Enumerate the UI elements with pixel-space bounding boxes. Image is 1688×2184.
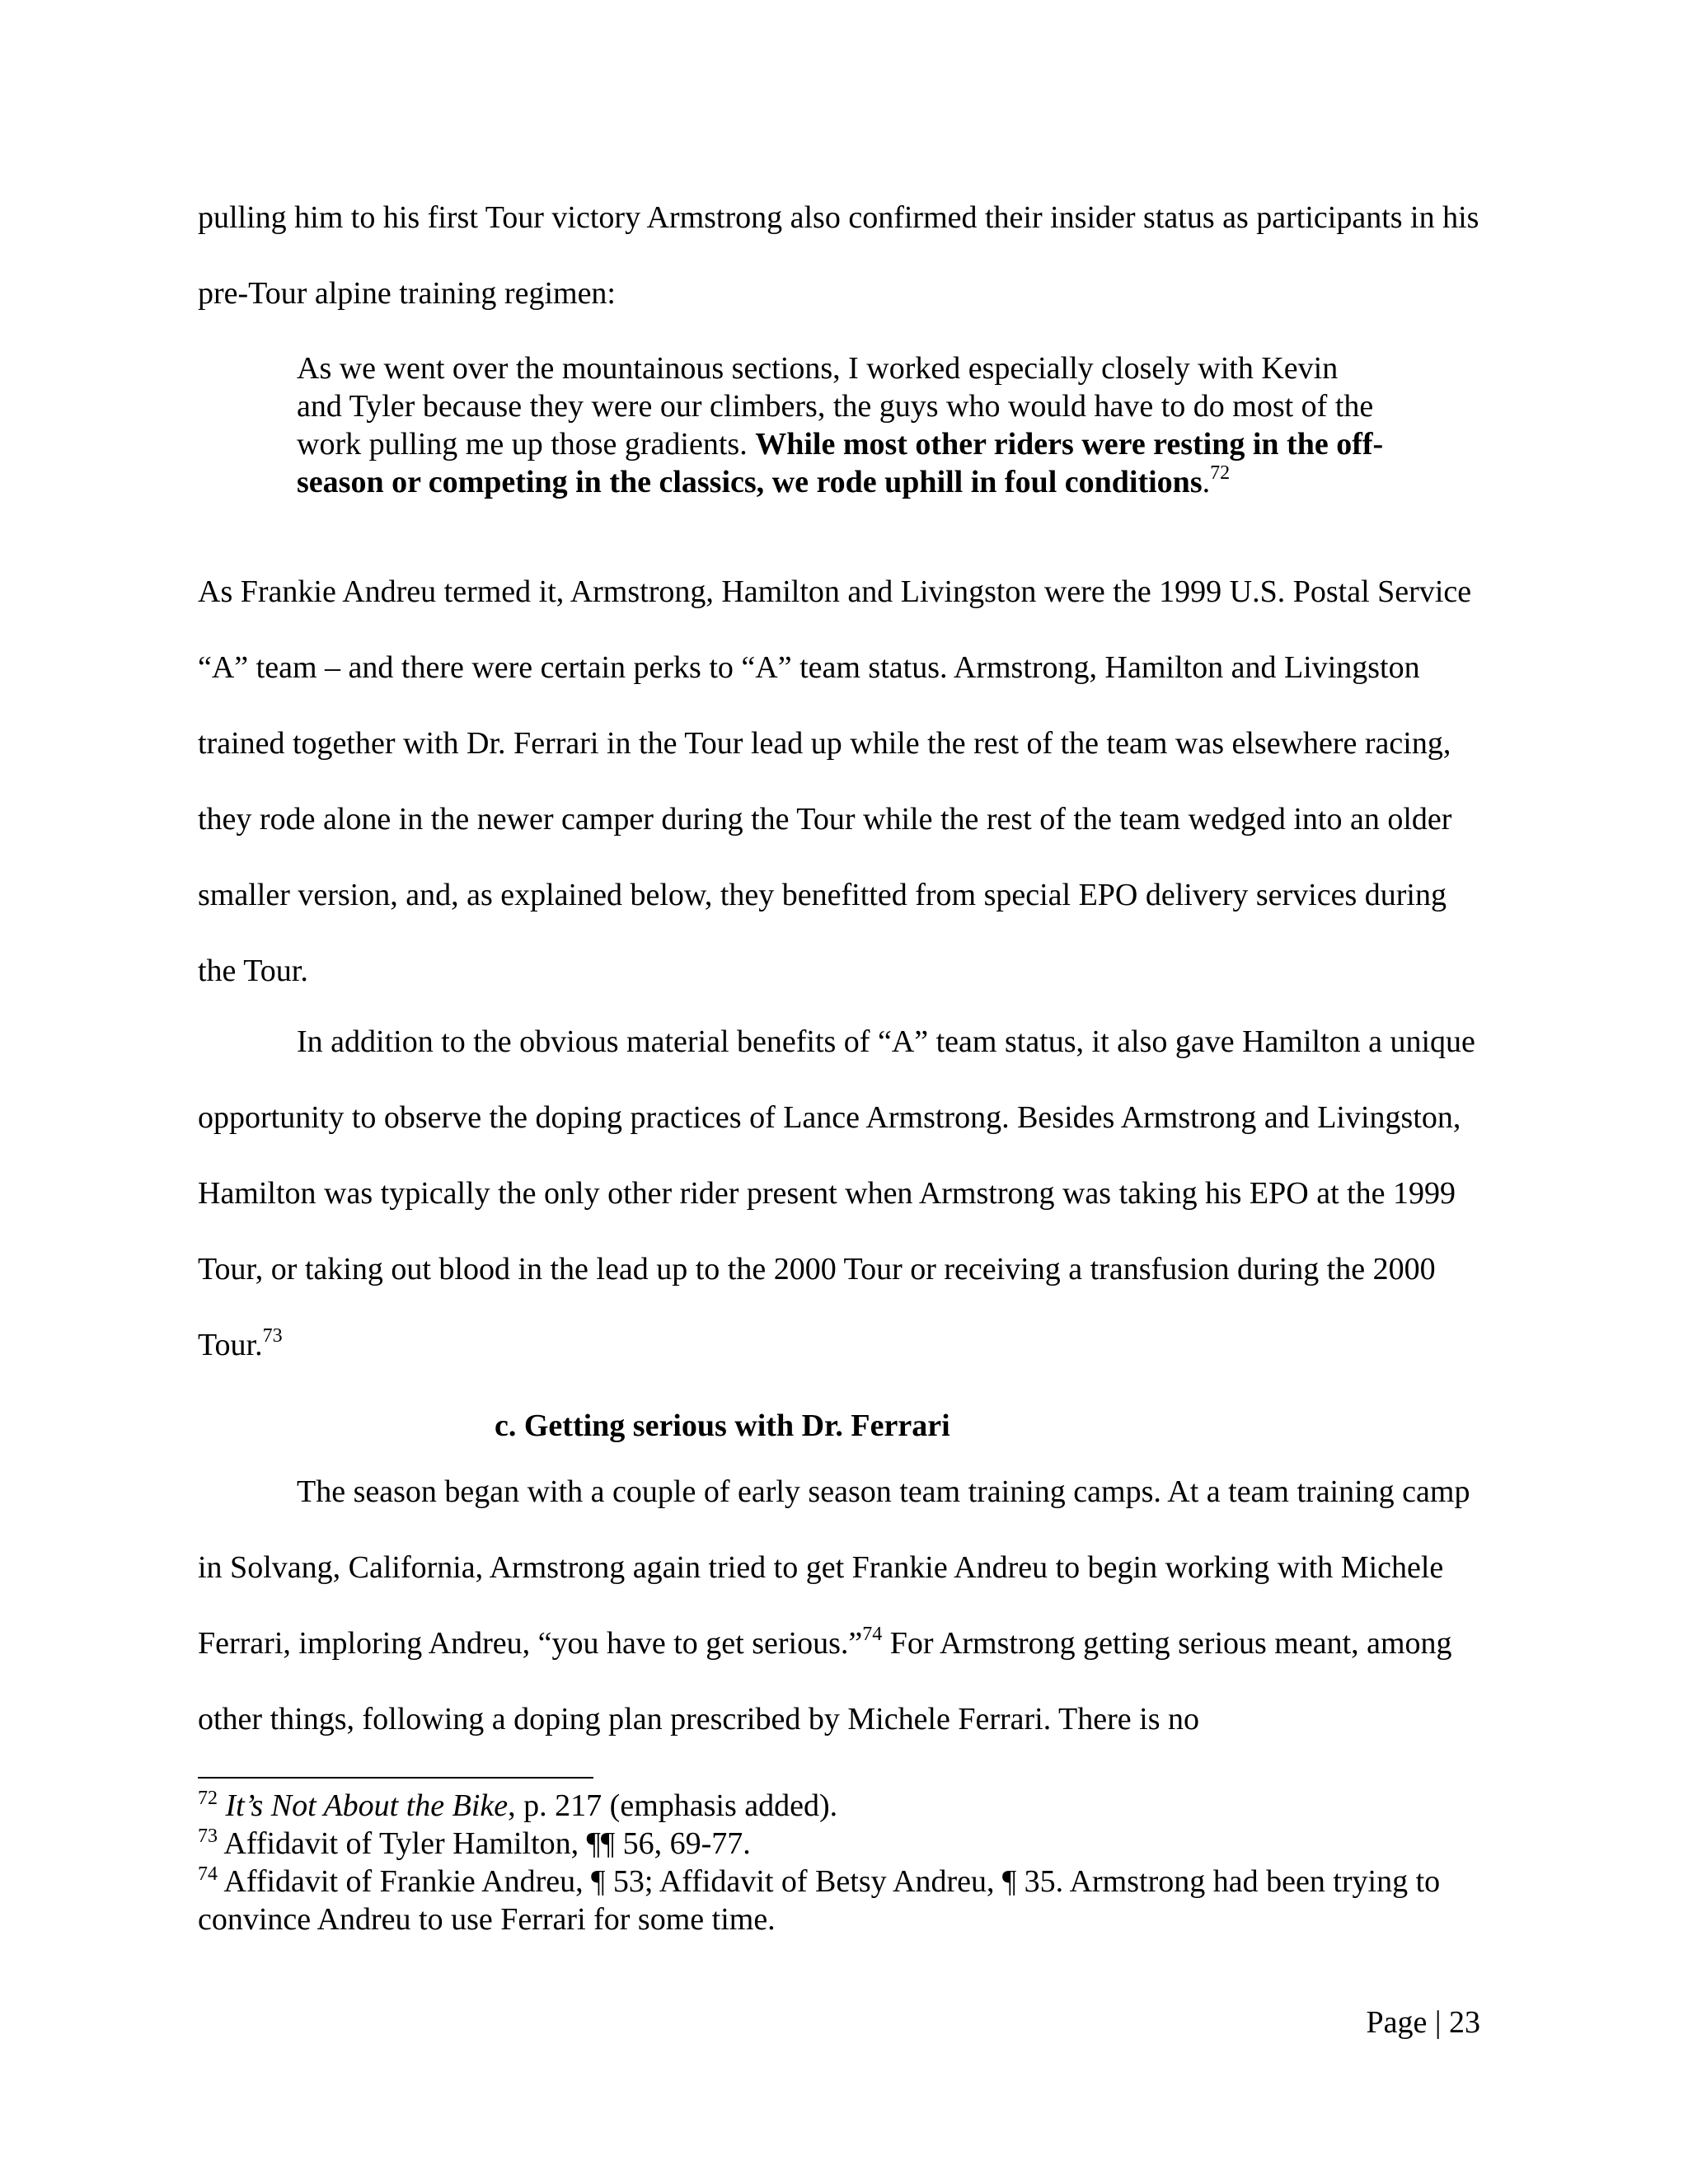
page-number: Page | 23 bbox=[1366, 2005, 1480, 2040]
footnotes bbox=[198, 1787, 1484, 1938]
footnote-73: $^{73}$ Affidavit of Tyler Hamilton, ¶¶ 56, 69-77. bbox=[198, 1825, 751, 1861]
footnote-72: $^{72}$ It’s Not About the Bike, p. 217 (emphasis added). bbox=[198, 1788, 838, 1823]
footnote-ref-73[interactable]: 73 bbox=[262, 1325, 283, 1347]
section-heading-label: c. Getting serious with Dr. Ferrari bbox=[495, 1408, 950, 1443]
paragraph-a-team: As Frankie Andreu termed it, Armstrong, Hamilton and Livingston were the 1999 U.S. Postal Service “A” team – and there were certain perks to “A” team status. Armstrong, Hamilton and Livingston trained together with Dr. Ferrari in the Tour lead up while the rest of the team was elsewhere racing, they rode alone in the newer camper during the Tour while the rest of the team wedged into an older smaller version, and, as explained below, they benefitted from special EPO delivery services during the Tour. bbox=[198, 574, 1472, 988]
footnote-ref-72[interactable]: 72 bbox=[1210, 462, 1231, 484]
paragraph-continuation: pulling him to his first Tour victory Armstrong also confirmed their insider status as participants in his pre-Tour alpine training regimen: bbox=[198, 200, 1479, 311]
quote-plain-text: As we went over the mountainous sections, I worked especially closely with Kevin and Tyler because they were our climbers, the guys who would have to do most of the work pulling me up those gradients. bbox=[297, 351, 1374, 462]
block-quote: As we went over the mountainous sections, I worked especially closely with Kevin and Tyler because they were our climbers, the guys who would have to do most of the work pulling me up those gradients. While most other riders were resting in the off-season or competing in the classics, we rode uphill in foul conditions.$^{72}$ bbox=[297, 351, 1384, 499]
paragraph-season: The season began with a couple of early season team training camps. At a team training camp in Solvang, California, Armstrong again tried to get Frankie Andreu to begin working with Michele Ferrari, imploring Andreu, “you have to get serious.”$^{74}$ For Armstrong getting serious meant, among other things, following a doping plan prescribed by Michele Ferrari. There is no bbox=[198, 1474, 1470, 1736]
footnote-separator bbox=[198, 1777, 593, 1779]
quote-emphasis-text: While most other riders were resting in the off-season or competing in the classics, we rode uphill in foul conditions bbox=[297, 427, 1384, 499]
paragraph-a-team-benefits: In addition to the obvious material benefits of “A” team status, it also gave Hamilton a unique opportunity to observe the doping practices of Lance Armstrong. Besides Armstrong and Livingston, Hamilton was typically the only other rider present when Armstrong was taking his EPO at the 1999 Tour, or taking out blood in the lead up to the 2000 Tour or receiving a transfusion during the 2000 Tour.$^{73}$ bbox=[198, 1024, 1475, 1362]
footnote-ref-74[interactable]: 74 bbox=[862, 1624, 883, 1645]
footnote-74: $^{74}$ Affidavit of Frankie Andreu, ¶ 53; Affidavit of Betsy Andreu, ¶ 35. Armstrong had been trying to convince Andreu to use Ferrari for some time. bbox=[198, 1863, 1441, 1937]
section-heading bbox=[198, 1408, 1484, 1444]
